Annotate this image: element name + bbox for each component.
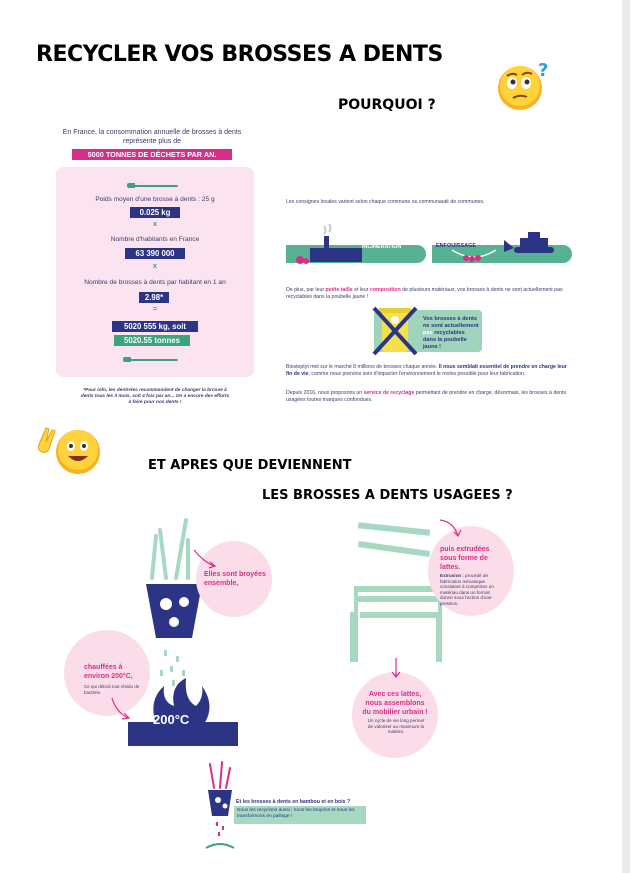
bin-text-line: poubelle jaune ! bbox=[423, 337, 467, 350]
weight-value: 0.025 kg bbox=[130, 207, 180, 218]
temperature-label: 200°C bbox=[153, 712, 190, 727]
bin-text-pas: pas bbox=[423, 330, 433, 336]
arrow-icon bbox=[108, 694, 138, 724]
arrow-icon bbox=[190, 546, 220, 576]
text-span: De plus, par leur bbox=[286, 287, 326, 293]
enfouissage-label: ENFOUISSAGE bbox=[436, 243, 477, 249]
result-kg: 5020 555 kg, soit bbox=[112, 321, 198, 332]
furniture-title: Avec ces lattes, nous assemblons du mobilier urbain ! bbox=[362, 691, 428, 716]
arrow-icon bbox=[436, 514, 466, 544]
crushed-text: Elles sont broyées ensemble, bbox=[204, 571, 266, 587]
text-span: Depuis 2016, nous proposons un bbox=[286, 390, 364, 396]
text-span: Biosteptyt met sur le marché 8 millions de brosses chaque année. bbox=[286, 364, 439, 370]
per-person-label: Nombre de brosses à dents par habitant en 1 an bbox=[84, 279, 226, 286]
arrow-icon bbox=[388, 656, 404, 680]
thinking-emoji-icon bbox=[494, 56, 556, 112]
text-emphasis: composition bbox=[369, 287, 401, 293]
bin-text bbox=[423, 316, 479, 351]
text-span: et leur bbox=[352, 287, 370, 293]
text-span: de plusieurs matériaux, vos brosses à dents ne sont actuellement pas recyclables dans la poubelle jaune ! bbox=[286, 287, 563, 300]
footnote: *Pour info, les dentistes recommandent de changer la brosse à dents tous les 3 mois, soit 4 fois par an... On a encore des efforts à faire pour nos dents ! bbox=[80, 388, 230, 405]
service-text bbox=[286, 390, 568, 404]
consignes-text: Les consignes locales varient selon chaque commune ou communauté de communes. bbox=[286, 199, 485, 205]
toothbrush-icon bbox=[132, 185, 178, 187]
result-tonnes: 5020.55 tonnes bbox=[114, 335, 190, 346]
text-emphasis: petite taille bbox=[325, 287, 353, 293]
bench-icon bbox=[340, 520, 450, 670]
composition-text bbox=[286, 287, 568, 301]
extrusion-term: Extrusion bbox=[440, 573, 462, 578]
extruded-title: puis extrudées sous forme de lattes. bbox=[440, 546, 490, 571]
per-person-value: 2.98* bbox=[139, 292, 169, 303]
incineration-label: INCINÉRATION bbox=[362, 244, 402, 250]
svg-text:?: ? bbox=[538, 60, 549, 81]
bin-text-line: recyclables dans la bbox=[423, 330, 465, 343]
extrusion-def: : procédé de fabrication mécanique consistant à comprimer un matériau dans un format donné sous l'action d'une pression. bbox=[440, 573, 494, 606]
population-value: 63 390 000 bbox=[125, 248, 185, 259]
page-edge bbox=[622, 0, 630, 873]
text-span: , comme nous prenons soin d'impacter l'environnement le moins possible pour leur fabrication. bbox=[308, 371, 526, 377]
intro-highlight: 5000 TONNES DE DÉCHETS PAR AN. bbox=[72, 149, 232, 160]
times-sign: x bbox=[152, 261, 158, 270]
population-label: Nombre d'habitants en France bbox=[110, 236, 200, 243]
text-span: permettant de prendre en charge, désormais, les brosses à dents usagées toutes marques confondues. bbox=[286, 390, 567, 403]
intro-text: En France, la consommation annuelle de brosses à dents représente plus de bbox=[62, 129, 242, 145]
weight-label: Poids moyen d'une brosse à dents : 25 g bbox=[95, 196, 215, 203]
text-emphasis: service de recyclage bbox=[363, 390, 415, 396]
text-emphasis: Il nous semblait essentiel de prendre en charge leur fin de vie bbox=[286, 364, 567, 377]
heated-title: chauffées à environ 200°C, bbox=[84, 664, 133, 680]
heated-subtitle: Ce qui détruit tout résidu de bactérie. bbox=[84, 684, 140, 695]
biosteptyt-text bbox=[286, 364, 568, 378]
bin-text-line: Vos brosses à dents ne sont actuellement bbox=[423, 316, 479, 329]
furniture-subtitle: Un cycle de vie long permet de valoriser au maximum la matière. bbox=[367, 718, 425, 735]
extrusion-definition bbox=[440, 573, 502, 607]
page-title: RECYCLER VOS BROSSES A DENTS bbox=[36, 42, 443, 67]
victory-emoji-icon bbox=[34, 424, 104, 476]
yellow-bin-icon bbox=[372, 304, 418, 356]
bamboo-question: Et les brosses à dents en bambou et en bois ? bbox=[236, 799, 351, 805]
why-heading: POURQUOI ? bbox=[338, 97, 436, 113]
after-heading-line1: ET APRES QUE DEVIENNENT bbox=[148, 458, 352, 473]
equals-sign: = bbox=[152, 304, 158, 313]
after-heading-line2: LES BROSSES A DENTS USAGEES ? bbox=[262, 488, 513, 503]
bamboo-answer: Nous les recyclons aussi ; nous les broyons et nous les transformons en paillage ! bbox=[237, 808, 355, 819]
toothbrush-icon bbox=[128, 359, 178, 361]
times-sign: x bbox=[152, 219, 158, 228]
